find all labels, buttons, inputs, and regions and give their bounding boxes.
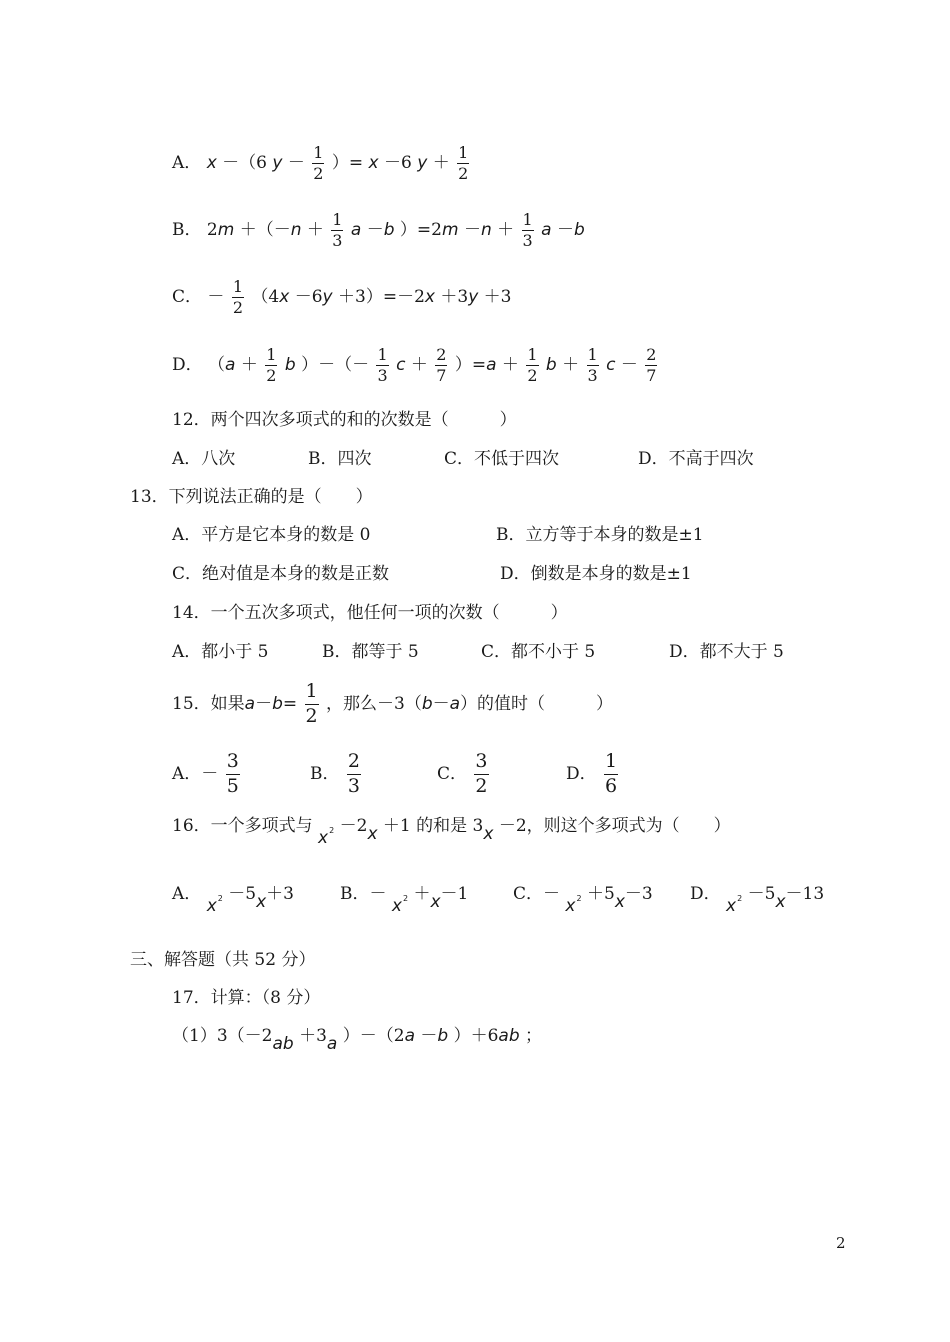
math-text: －2 — [339, 816, 368, 837]
math-text: ＋ — [432, 153, 450, 173]
numerator: 1 — [305, 680, 319, 705]
var: b — [421, 693, 433, 714]
var: b — [573, 220, 585, 240]
numerator: 1 — [377, 345, 388, 364]
fraction — [522, 210, 534, 251]
fraction — [474, 750, 488, 799]
page-number: 2 — [836, 1234, 846, 1252]
stem-text: ）的值时（ ） — [460, 693, 614, 714]
var: x — [424, 287, 435, 307]
option-14a: A．都小于 5 — [172, 642, 269, 662]
fraction — [347, 750, 361, 799]
fraction — [331, 210, 343, 251]
stem-text: －2，则这个多项式为（ ） — [498, 816, 731, 837]
math-text: －1 — [440, 884, 469, 905]
numerator: 2 — [347, 750, 361, 775]
option-11a — [172, 143, 471, 184]
math-text: － — [255, 693, 273, 714]
fraction — [457, 143, 469, 184]
denominator: 2 — [527, 366, 538, 385]
exponent: 2 — [576, 893, 582, 903]
math-text: － — [420, 1026, 438, 1046]
option-15d — [566, 750, 620, 799]
numerator: 1 — [527, 345, 538, 364]
fraction — [526, 345, 538, 386]
math-text: －13 — [785, 884, 825, 905]
math-text: － — [207, 287, 225, 307]
math-text: ＋ — [410, 355, 428, 375]
denominator: 5 — [226, 774, 239, 797]
var: y — [468, 287, 479, 307]
fraction — [376, 345, 388, 386]
math-text: －3 — [624, 884, 653, 905]
math-text: ＋5 — [586, 884, 615, 905]
math-text: －5 — [228, 884, 257, 905]
fraction — [265, 345, 277, 386]
numerator: 1 — [458, 143, 469, 162]
option-label: B．－ — [340, 884, 387, 905]
math-text: ＋ — [306, 220, 324, 240]
fraction — [232, 277, 244, 318]
option-12b: B．四次 — [308, 449, 372, 469]
numerator: 2 — [436, 345, 447, 364]
x-squared — [206, 893, 223, 916]
math-text: －（6 — [222, 153, 267, 173]
math-text: = — [282, 693, 298, 714]
var: x — [391, 896, 402, 916]
math-text: ）= — [454, 355, 487, 375]
math-text: － — [620, 355, 638, 375]
denominator: 2 — [232, 298, 244, 317]
math-text: 2 — [206, 220, 218, 240]
option-14b: B．都等于 5 — [322, 642, 419, 662]
stem-text: 16．一个多项式与 — [172, 816, 313, 837]
fraction — [305, 680, 319, 729]
question-14-stem: 14．一个五次多项式，他任何一项的次数（ ） — [172, 603, 568, 623]
var: x — [367, 824, 378, 845]
math-text: ； — [525, 1026, 543, 1046]
question-17-part-1 — [172, 1026, 543, 1054]
var: n — [290, 220, 302, 240]
var: x — [565, 896, 576, 916]
numerator: 3 — [226, 750, 240, 775]
denominator: 2 — [458, 164, 469, 183]
x-squared — [391, 893, 409, 916]
var: c — [396, 355, 406, 375]
var: b — [284, 355, 296, 375]
math-text: ＋3 — [299, 1026, 327, 1046]
stem-text: ＋1 的和是 3 — [382, 816, 484, 837]
var: ab — [272, 1034, 294, 1054]
question-15-stem — [172, 680, 613, 729]
option-label: C． — [437, 763, 468, 784]
var: x — [256, 892, 267, 913]
stem-text: 15．如果 — [172, 693, 245, 714]
math-text: （ — [208, 355, 226, 375]
var: m — [441, 220, 459, 240]
var: x — [726, 896, 737, 916]
option-label: A． — [172, 884, 202, 905]
x-squared — [726, 893, 743, 916]
numerator: 1 — [604, 750, 618, 775]
var: n — [480, 220, 492, 240]
math-text: ＋3 — [483, 287, 512, 307]
var: x — [614, 892, 625, 913]
math-text: ）－（－ — [301, 355, 370, 375]
fraction — [604, 750, 618, 799]
math-text: － — [463, 220, 481, 240]
option-13d: D．倒数是本身的数是±1 — [500, 564, 692, 584]
option-13c: C．绝对值是本身的数是正数 — [172, 564, 390, 584]
var: a — [350, 220, 362, 240]
math-text: －6 — [383, 153, 412, 173]
var: y — [322, 287, 333, 307]
fraction — [312, 143, 324, 184]
fraction — [226, 750, 240, 799]
option-label: C． — [172, 287, 203, 307]
denominator: 7 — [436, 366, 447, 385]
var: y — [417, 153, 428, 173]
denominator: 7 — [646, 366, 657, 385]
option-label: D． — [690, 884, 721, 905]
option-16b — [340, 884, 469, 916]
math-text: －6 — [294, 287, 323, 307]
math-text: ＋ — [240, 355, 258, 375]
section-heading: 三、解答题（共 52 分） — [130, 950, 316, 970]
question-17-stem: 17．计算：（8 分） — [172, 988, 321, 1008]
question-12-stem: 12．两个四次多项式的和的次数是（ ） — [172, 410, 517, 430]
math-text: － — [556, 220, 574, 240]
fraction — [587, 345, 599, 386]
option-16a — [172, 884, 294, 916]
question-13-stem: 13．下列说法正确的是（ ） — [130, 487, 373, 507]
denominator: 3 — [332, 231, 343, 250]
math-text: ＋ — [562, 355, 580, 375]
option-11c — [172, 277, 512, 318]
var: x — [206, 896, 217, 916]
var: a — [326, 1034, 338, 1054]
var: x — [775, 892, 786, 913]
fraction — [645, 345, 657, 386]
math-text: ）= — [331, 153, 364, 173]
option-14c: C．都不小于 5 — [481, 642, 596, 662]
exponent: 2 — [402, 893, 409, 903]
option-label: A． — [172, 153, 202, 173]
math-text: － — [287, 153, 305, 173]
option-16d — [690, 884, 825, 916]
exponent: 2 — [329, 825, 335, 835]
numerator: 1 — [587, 345, 598, 364]
denominator: 3 — [522, 231, 533, 250]
var: m — [217, 220, 235, 240]
denominator: 3 — [587, 366, 598, 385]
var: a — [449, 693, 461, 714]
var: a — [244, 693, 256, 714]
var: b — [383, 220, 395, 240]
math-text: ＋（－ — [239, 220, 291, 240]
denominator: 3 — [347, 774, 360, 797]
math-text: （4 — [251, 287, 280, 307]
var: a — [225, 355, 236, 375]
stem-text: ，那么－3（ — [326, 693, 422, 714]
option-12c: C．不低于四次 — [444, 449, 560, 469]
var: a — [404, 1026, 415, 1046]
math-text: （1）3（－2 — [172, 1026, 273, 1046]
x-squared — [565, 893, 582, 916]
math-text: ＋3 — [440, 287, 469, 307]
option-13b: B．立方等于本身的数是±1 — [496, 525, 704, 545]
exponent: 2 — [737, 893, 743, 903]
math-text: － — [366, 220, 384, 240]
math-text: － — [432, 693, 450, 714]
var: x — [483, 824, 494, 845]
fraction — [435, 345, 447, 386]
var: y — [272, 153, 283, 173]
option-label: C．－ — [513, 884, 561, 905]
option-16c — [513, 884, 653, 916]
option-15b — [310, 750, 363, 799]
math-text: ）＋6 — [453, 1026, 499, 1046]
numerator: 1 — [332, 210, 343, 229]
option-label: D． — [172, 355, 203, 375]
option-12d: D．不高于四次 — [638, 449, 754, 469]
numerator: 1 — [266, 345, 277, 364]
var: b — [545, 355, 557, 375]
math-text: ＋ — [497, 220, 515, 240]
var: x — [368, 153, 379, 173]
option-label: B． — [310, 763, 340, 784]
var: ab — [498, 1026, 520, 1046]
var: x — [318, 828, 329, 848]
option-13a: A．平方是它本身的数是 0 — [172, 525, 371, 545]
question-16-stem — [172, 816, 731, 848]
numerator: 3 — [474, 750, 488, 775]
option-11b — [172, 210, 585, 251]
var: a — [541, 220, 552, 240]
var: x — [206, 153, 217, 173]
exponent: 2 — [217, 893, 223, 903]
denominator: 6 — [605, 774, 618, 797]
math-text: ＋ — [413, 884, 431, 905]
var: a — [486, 355, 497, 375]
math-text: ）－（2 — [342, 1026, 405, 1046]
var: x — [430, 892, 441, 913]
option-label: B． — [172, 220, 202, 240]
denominator: 2 — [475, 774, 488, 797]
numerator: 1 — [232, 277, 244, 296]
option-15c — [437, 750, 491, 799]
math-text: ＋3）=－2 — [338, 287, 425, 307]
math-text: ）=2 — [399, 220, 442, 240]
option-label: A．－ — [172, 763, 219, 784]
option-14d: D．都不大于 5 — [669, 642, 784, 662]
math-text: ＋3 — [266, 884, 294, 905]
denominator: 2 — [305, 704, 318, 727]
option-11d — [172, 345, 659, 386]
var: b — [272, 693, 283, 714]
numerator: 1 — [313, 143, 324, 162]
math-text: ＋ — [501, 355, 519, 375]
denominator: 2 — [266, 366, 277, 385]
denominator: 3 — [377, 366, 388, 385]
numerator: 1 — [522, 210, 533, 229]
var: b — [437, 1026, 449, 1046]
x-squared — [318, 825, 335, 848]
denominator: 2 — [313, 164, 324, 183]
var: x — [279, 287, 290, 307]
var: c — [606, 355, 616, 375]
option-label: D． — [566, 763, 597, 784]
option-12a: A．八次 — [172, 449, 236, 469]
numerator: 2 — [646, 345, 657, 364]
option-15a — [172, 750, 242, 799]
math-text: －5 — [747, 884, 776, 905]
